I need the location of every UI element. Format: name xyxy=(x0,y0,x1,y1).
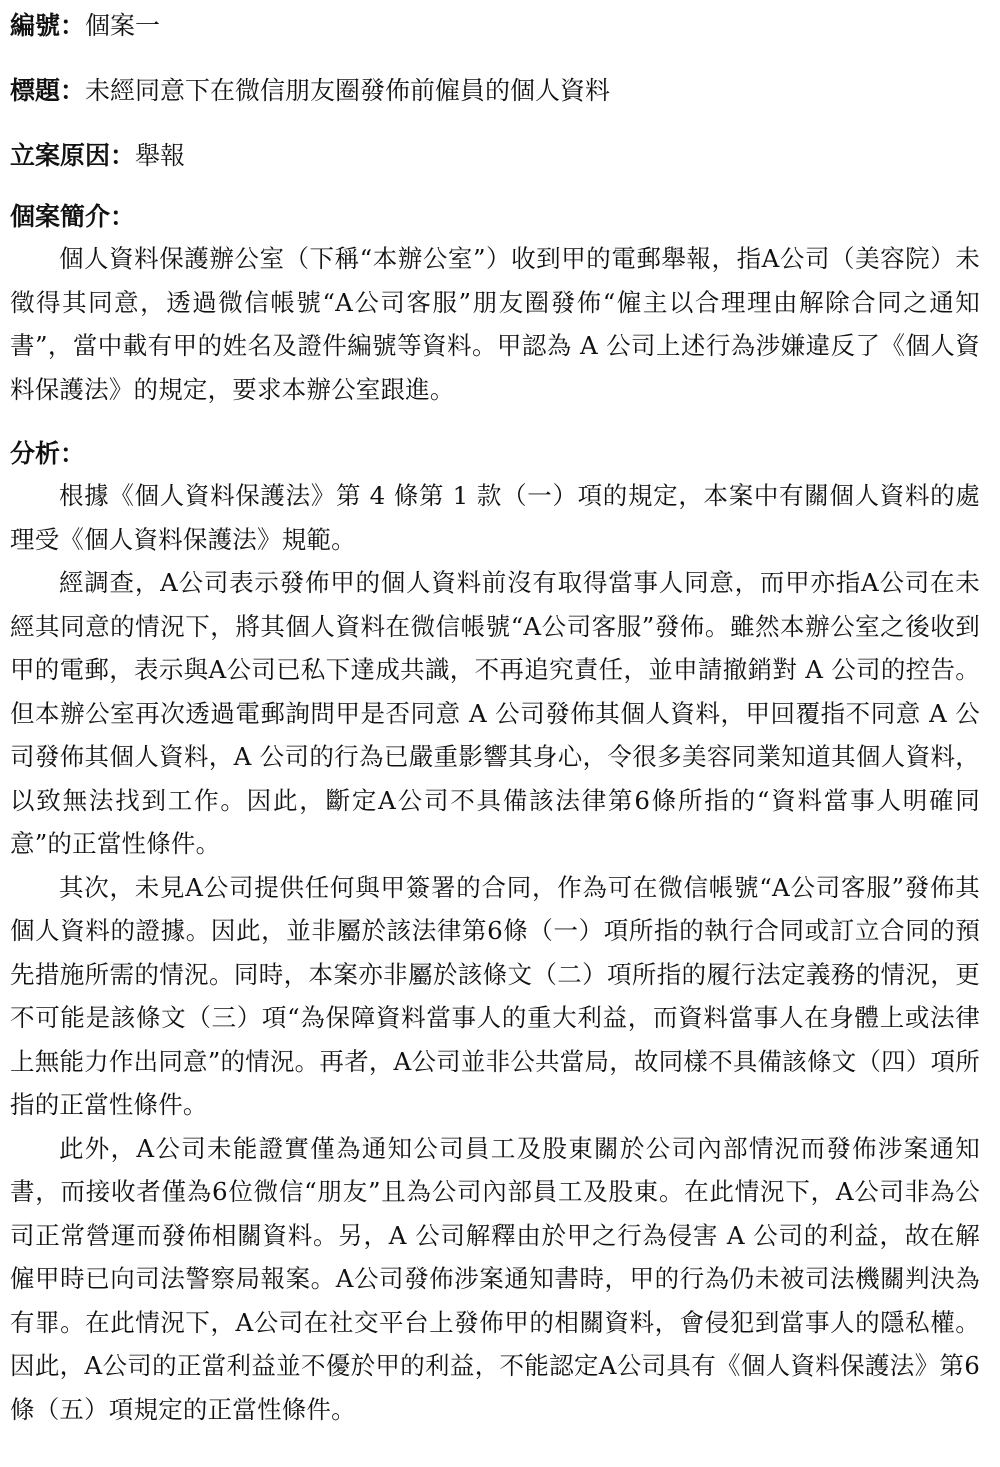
summary-paragraph: 個人資料保護辦公室（下稱“本辦公室”）收到甲的電郵舉報，指A公司（美容院）未徵得其同意，透過微信帳號“A公司客服”朋友圈發佈“僱主以合理理由解除合同之通知書”，當中載有甲的姓名及證件編號等資料。甲認為 A 公司上述行為涉嫌違反了《個人資料保護法》的規定，要求本辦公室跟進。 xyxy=(10,244,980,404)
analysis-paragraph-4: 此外，A公司未能證實僅為通知公司員工及股東關於公司內部情況而發佈涉案通知書，而接收者僅為6位微信“朋友”且為公司內部員工及股東。在此情況下，A公司非為公司正常營運而發佈相關資料。另，A 公司解釋由於甲之行為侵害 A 公司的利益，故在解僱甲時已向司法警察局報案。A公司發佈涉案通知書時，甲的行為仍未被司法機關判決為有罪。在此情況下，A公司在社交平台上發佈甲的相關資料，會侵犯到當事人的隱私權。因此，A公司的正當利益並不優於甲的利益，不能認定A公司具有《個人資料保護法》第6條（五）項規定的正當性條件。 xyxy=(10,1133,980,1424)
case-title-field xyxy=(10,69,980,113)
analysis-paragraph-2: 經調查，A公司表示發佈甲的個人資料前沒有取得當事人同意，而甲亦指A公司在未經其同意的情況下，將其個人資料在微信帳號“A公司客服”發佈。雖然本辦公室之後收到甲的電郵，表示與A公司已私下達成共識，不再追究責任，並申請撤銷對 A 公司的控告。但本辦公室再次透過電郵詢問甲是否同意 A 公司發佈其個人資料，甲回覆指不同意 A 公司發佈其個人資料，A 公司的行為已嚴重影響其身心，令很多美容同業知道其個人資料，以致無法找到工作。因此，斷定A公司不具備該法律第6條所指的“資料當事人明確同意”的正當性條件。 xyxy=(10,568,980,858)
analysis-heading: 分析： xyxy=(10,439,86,468)
case-number-value: 個案一 xyxy=(85,11,161,40)
case-title-value: 未經同意下在微信朋友圈發佈前僱員的個人資料 xyxy=(85,76,611,105)
analysis-paragraph-3: 其次，未見A公司提供任何與甲簽署的合同，作為可在微信帳號“A公司客服”發佈其個人資料的證據。因此，並非屬於該法律第6條（一）項所指的執行合同或訂立合同的預先措施所需的情況。同時，本案亦非屬於該條文（二）項所指的履行法定義務的情況，更不可能是該條文（三）項“為保障資料當事人的重大利益，而資料當事人在身體上或法律上無能力作出同意”的情況。再者，A公司並非公共當局，故同樣不具備該條文（四）項所指的正當性條件。 xyxy=(10,872,980,1119)
case-reason-label: 立案原因： xyxy=(10,141,136,170)
case-title-label: 標題： xyxy=(10,76,86,105)
case-document xyxy=(10,4,980,1431)
analysis-paragraph-1: 根據《個人資料保護法》第 4 條第 1 款（一）項的規定，本案中有關個人資料的處理受《個人資料保護法》規範。 xyxy=(10,481,980,554)
case-number-label: 編號： xyxy=(10,11,86,40)
case-reason-field xyxy=(10,134,980,178)
case-reason-value: 舉報 xyxy=(135,141,186,170)
analysis-section xyxy=(10,474,980,1431)
summary-heading: 個案簡介： xyxy=(10,202,136,231)
summary-section xyxy=(10,237,980,411)
case-number-field xyxy=(10,4,980,48)
